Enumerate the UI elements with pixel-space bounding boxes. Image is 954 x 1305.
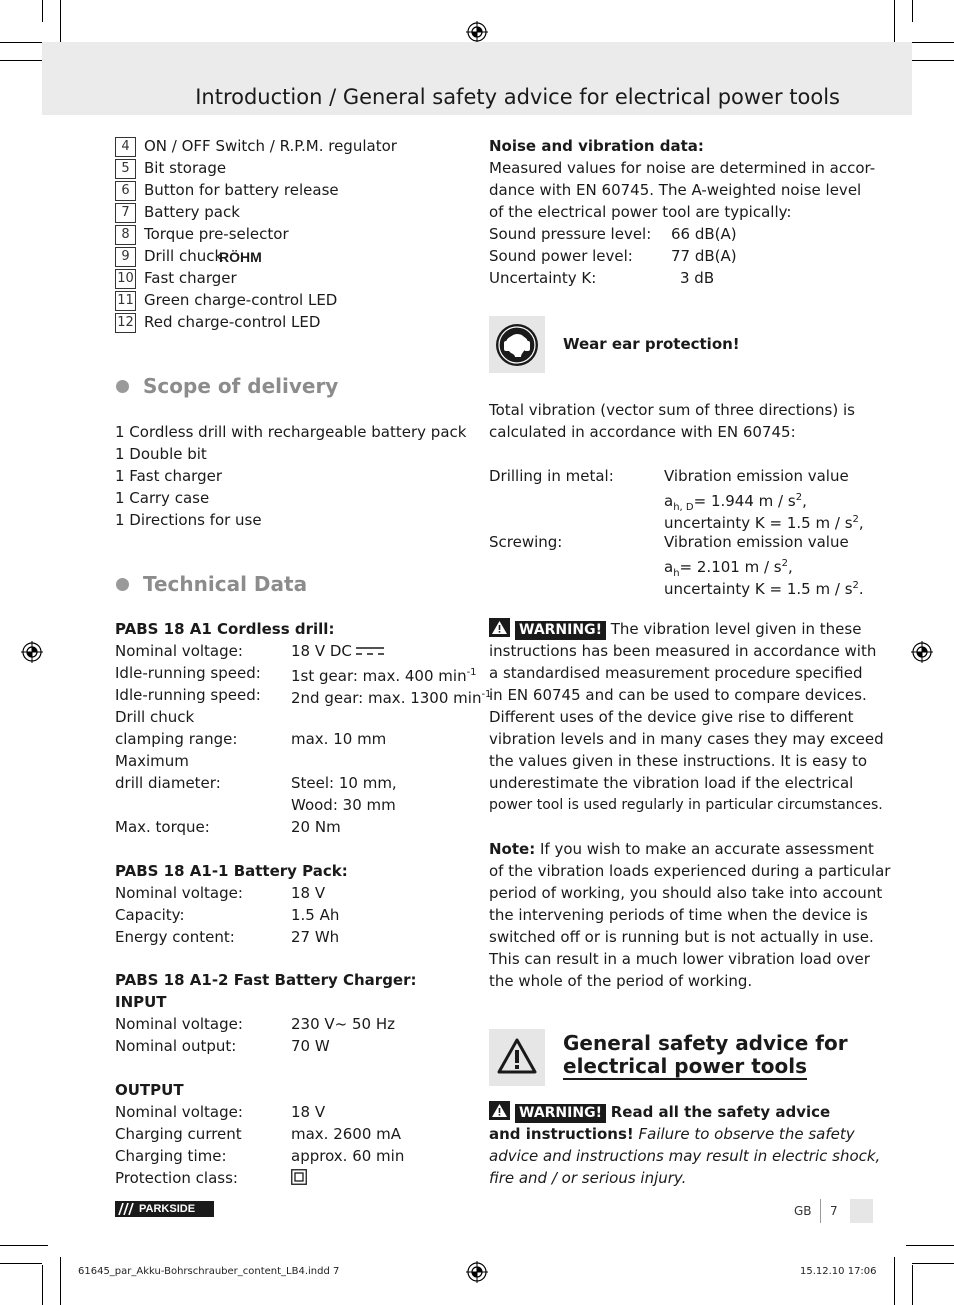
parkside-logo (115, 1201, 214, 1217)
spec-value: 18 V DC (291, 642, 352, 660)
spec-value: Wood: 30 mm (291, 796, 396, 814)
part-number: 12 (115, 313, 136, 333)
note-text: the intervening periods of time when the device is (489, 906, 868, 924)
page-tab (850, 1199, 873, 1223)
input-heading: INPUT (115, 993, 167, 1011)
part-number: 4 (115, 137, 136, 157)
accel-value: = 2.101 m / s (679, 558, 782, 576)
crop-mark (0, 1263, 42, 1264)
crop-mark (912, 0, 913, 22)
squared: 2 (795, 492, 803, 503)
crop-mark (42, 1265, 43, 1305)
scope-item: 1 Double bit (115, 445, 207, 463)
warning-vibration (489, 618, 861, 640)
spec-value: max. 10 mm (291, 730, 387, 748)
protection-class-ii-icon (291, 1169, 307, 1185)
technical-heading: Technical Data (143, 572, 308, 596)
part-label: ON / OFF Switch / R.P.M. regulator (144, 137, 397, 155)
section-bullet (116, 578, 129, 591)
safety-heading (563, 1032, 848, 1080)
registration-mark-icon (466, 1261, 488, 1283)
warning-text: in EN 60745 and can be used to compare devices. (489, 686, 867, 704)
accel-subscript: h, D (673, 502, 694, 513)
squared: 2 (852, 514, 859, 525)
noise-label: Uncertainty K: (489, 269, 597, 287)
crop-mark (912, 1263, 954, 1264)
warning-text: vibration levels and in many cases they may exceed (489, 730, 884, 748)
part-label: Fast charger (144, 269, 237, 287)
part-label: Torque pre-selector (144, 225, 289, 243)
warning-text: The vibration level given in these (610, 620, 862, 638)
noise-value: 66 dB(A) (671, 225, 737, 243)
warning-triangle-icon (497, 1038, 537, 1074)
accel-value: = 1.944 m / s (693, 492, 796, 510)
parkside-slashes-icon (118, 1203, 134, 1215)
crop-mark (912, 1265, 913, 1305)
noise-heading: Noise and vibration data: (489, 137, 704, 155)
spec-value: 18 V (291, 1103, 326, 1121)
spec-label: Nominal output: (115, 1037, 237, 1055)
noise-label: Sound power level: (489, 247, 633, 265)
spec-label: Energy content: (115, 928, 235, 946)
comma: , (788, 558, 793, 576)
warning-text: power tool is used regularly in particular circumstances. (489, 797, 883, 813)
page-divider (820, 1199, 821, 1223)
spec-label: clamping range: (115, 730, 238, 748)
footer-date: 15.12.10 17:06 (800, 1266, 877, 1277)
crop-mark (60, 1257, 61, 1305)
part-number: 8 (115, 225, 136, 245)
output-heading: OUTPUT (115, 1081, 184, 1099)
ear-protection-text: Wear ear protection! (563, 335, 740, 353)
crop-mark (906, 60, 954, 61)
spec-value: 1.5 Ah (291, 906, 340, 924)
registration-mark-icon (466, 21, 488, 43)
spec-label: Nominal voltage: (115, 884, 243, 902)
part-label: Button for battery release (144, 181, 339, 199)
crop-mark (42, 0, 43, 22)
page-number: 7 (830, 1204, 838, 1218)
battery-heading: PABS 18 A1-1 Battery Pack: (115, 862, 348, 880)
spec-value: approx. 60 min (291, 1147, 405, 1165)
section-bullet (116, 380, 129, 393)
emission-label: Vibration emission value (664, 467, 849, 485)
crop-mark (894, 1257, 895, 1305)
ear-protection-icon (495, 323, 539, 367)
part-label: Battery pack (144, 203, 240, 221)
spec-label: Nominal voltage: (115, 1103, 243, 1121)
spec-value-text: 2nd gear: max. 1300 min (291, 689, 482, 707)
noise-text: of the electrical power tool are typically: (489, 203, 792, 221)
part-label: Drill chuck (144, 247, 224, 265)
charger-heading: PABS 18 A1-2 Fast Battery Charger: (115, 971, 417, 989)
spec-value (291, 684, 491, 709)
warning-bold-text: and instructions! (489, 1125, 634, 1143)
part-number: 6 (115, 181, 136, 201)
spec-label: Nominal voltage: (115, 642, 243, 660)
note-text: of the vibration loads experienced during a particular (489, 862, 891, 880)
registration-mark-icon (911, 641, 933, 663)
spec-label: Charging current (115, 1125, 242, 1143)
uncertainty-text: uncertainty K = 1.5 m / s (664, 514, 853, 532)
rohm-logo (219, 246, 269, 266)
crop-mark (0, 42, 42, 43)
spec-value-text: 1st gear: max. 400 min (291, 667, 467, 685)
spec-value: max. 2600 mA (291, 1125, 402, 1143)
page-lang: GB (794, 1204, 812, 1218)
part-number: 10 (115, 269, 136, 289)
period: . (858, 580, 864, 598)
noise-value: 3 dB (680, 269, 715, 287)
drilling-label: Drilling in metal: (489, 467, 614, 485)
warning-italic-text: Failure to observe the safety (638, 1125, 855, 1143)
spec-label: Protection class: (115, 1169, 238, 1187)
noise-value: 77 dB(A) (671, 247, 737, 265)
spec-label: Drill chuck (115, 708, 195, 726)
note-text: period of working, you should also take into account (489, 884, 883, 902)
crop-mark (0, 1245, 48, 1246)
rohm-logo-icon (219, 246, 269, 266)
warning-text: underestimate the vibration load if the electrical (489, 774, 854, 792)
crop-mark (906, 1245, 954, 1246)
warning-text: Different uses of the device give rise to different (489, 708, 854, 726)
note-text: This can result in a much lower vibration load over (489, 950, 870, 968)
part-label: Bit storage (144, 159, 227, 177)
accel-symbol: a (664, 492, 674, 510)
warning-badge: WARNING! (515, 621, 606, 640)
spec-value-sup: -1 (466, 667, 477, 678)
part-label: Green charge-control LED (144, 291, 338, 309)
noise-label: Sound pressure level: (489, 225, 652, 243)
comma: , (802, 492, 807, 510)
spec-value: 27 Wh (291, 928, 340, 946)
registration-mark-icon (21, 641, 43, 663)
part-number: 11 (115, 291, 136, 311)
ear-protection-box (489, 316, 545, 373)
warning-safety (489, 1101, 830, 1123)
warning-italic-text: advice and instructions may result in electric shock, (489, 1147, 881, 1165)
safety-heading-line: General safety advice for (563, 1031, 848, 1055)
screwing-uncertainty (664, 575, 864, 600)
drill-heading: PABS 18 A1 Cordless drill: (115, 620, 335, 638)
scope-item: 1 Directions for use (115, 511, 262, 529)
vibration-intro: Total vibration (vector sum of three directions) is (489, 401, 855, 419)
spec-value: 18 V (291, 884, 326, 902)
warning-text: the values given in these instructions. It is easy to (489, 752, 868, 770)
uncertainty-text: uncertainty K = 1.5 m / s (664, 580, 853, 598)
parkside-logo-text: PARKSIDE (139, 1203, 196, 1215)
squared: 2 (781, 558, 788, 569)
part-number: 5 (115, 159, 136, 179)
scope-heading: Scope of delivery (143, 374, 339, 398)
warning-triangle-icon (489, 618, 510, 637)
spec-label: Charging time: (115, 1147, 227, 1165)
warning-bold-text: Read all the safety advice (610, 1103, 831, 1121)
crop-mark (60, 0, 61, 48)
warning-triangle-icon (489, 1101, 510, 1120)
note-paragraph (489, 838, 874, 860)
spec-label: Idle-running speed: (115, 686, 261, 704)
spec-label: Idle-running speed: (115, 664, 261, 682)
emission-label: Vibration emission value (664, 533, 849, 551)
rohm-logo-text: RÖHM (219, 249, 262, 265)
dc-symbol-icon (356, 645, 384, 657)
part-number: 7 (115, 203, 136, 223)
safety-heading-line: electrical power tools (563, 1054, 808, 1078)
comma: , (858, 514, 864, 532)
note-text: If you wish to make an accurate assessment (539, 840, 874, 858)
crop-mark (0, 60, 48, 61)
spec-label: Max. torque: (115, 818, 210, 836)
spec-value-sup: -1 (481, 689, 492, 700)
warning-badge: WARNING! (515, 1104, 606, 1123)
spec-value: 230 V~ 50 Hz (291, 1015, 396, 1033)
crop-mark (912, 42, 954, 43)
crop-mark (894, 0, 895, 48)
spec-label: Capacity: (115, 906, 185, 924)
warning-safety-line (489, 1123, 855, 1145)
scope-item: 1 Cordless drill with rechargeable battery pack (115, 423, 467, 441)
spec-value: 70 W (291, 1037, 330, 1055)
vibration-intro: calculated in accordance with EN 60745: (489, 423, 796, 441)
spec-label: Maximum (115, 752, 189, 770)
note-label: Note: (489, 840, 536, 858)
spec-label: drill diameter: (115, 774, 221, 792)
page-title: Introduction / General safety advice for electrical power tools (195, 85, 840, 109)
warning-text: instructions has been measured in accordance with (489, 642, 877, 660)
warning-text: a standardised measurement procedure specified (489, 664, 863, 682)
footer-file: 61645_par_Akku-Bohrschrauber_content_LB4.indd 7 (78, 1266, 340, 1277)
noise-text: Measured values for noise are determined in accor- (489, 159, 876, 177)
part-label: Red charge-control LED (144, 313, 321, 331)
scope-item: 1 Carry case (115, 489, 210, 507)
noise-text: dance with EN 60745. The A-weighted noise level (489, 181, 862, 199)
screwing-label: Screwing: (489, 533, 563, 551)
scope-item: 1 Fast charger (115, 467, 222, 485)
spec-value: Steel: 10 mm, (291, 774, 397, 792)
note-text: the whole of the period of working. (489, 972, 753, 990)
spec-value: 20 Nm (291, 818, 341, 836)
note-text: switched off or is running but is not actually in use. (489, 928, 874, 946)
squared: 2 (852, 580, 859, 591)
spec-label: Nominal voltage: (115, 1015, 243, 1033)
part-number: 9 (115, 247, 136, 267)
safety-warning-box (489, 1029, 545, 1086)
accel-subscript: h (673, 568, 680, 579)
accel-symbol: a (664, 558, 674, 576)
warning-italic-text: fire and / or serious injury. (489, 1169, 687, 1187)
